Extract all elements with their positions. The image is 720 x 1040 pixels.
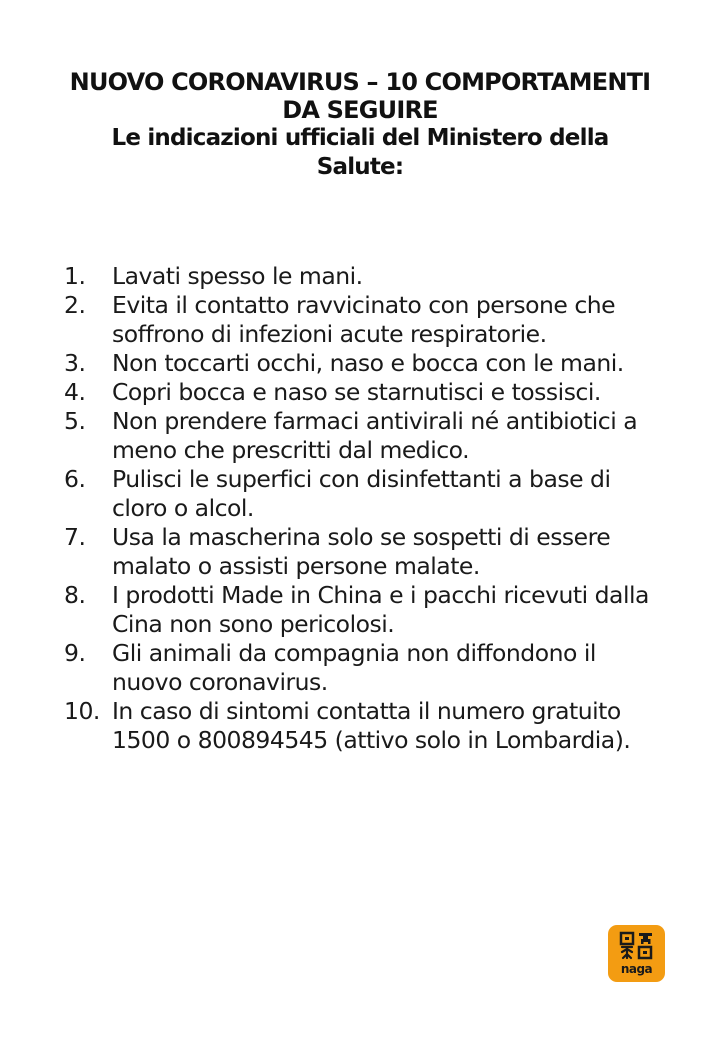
list-item-number: 1.	[64, 262, 86, 290]
list-item-text: Non prendere farmaci antivirali né antibiotici a meno che prescritti dal medico.	[112, 407, 638, 464]
list-item	[64, 349, 664, 378]
list-item-text: Non toccarti occhi, naso e bocca con le mani.	[112, 349, 624, 377]
list-item	[64, 523, 664, 581]
list-item-text: Gli animali da compagnia non diffondono il nuovo coronavirus.	[112, 639, 596, 696]
subtitle-line-1: Le indicazioni ufficiali del Ministero della	[111, 125, 609, 151]
logo-wordmark: naga	[620, 962, 653, 976]
list-item-text: In caso di sintomi contatta il numero gratuito 1500 o 800894545 (attivo solo in Lombardia).	[112, 697, 631, 754]
list-item-number: 8.	[64, 581, 86, 609]
rules-list	[64, 262, 664, 755]
page-subtitle	[60, 124, 660, 182]
page-title	[60, 68, 660, 124]
title-line-1: NUOVO CORONAVIRUS – 10 COMPORTAMENTI	[69, 68, 651, 96]
list-item-number: 4.	[64, 378, 86, 406]
list-item	[64, 697, 664, 755]
list-item-text: Evita il contatto ravvicinato con persone che soffrono di infezioni acute respiratorie.	[112, 291, 616, 348]
list-item	[64, 639, 664, 697]
subtitle-line-2: Salute:	[316, 154, 404, 180]
list-item	[64, 465, 664, 523]
list-item-number: 9.	[64, 639, 86, 667]
list-item-number: 2.	[64, 291, 86, 319]
list-item-number: 7.	[64, 523, 86, 551]
document-header	[60, 68, 660, 182]
list-item	[64, 407, 664, 465]
list-item-text: Lavati spesso le mani.	[112, 262, 363, 290]
title-line-2: DA SEGUIRE	[282, 96, 438, 124]
list-item-number: 3.	[64, 349, 86, 377]
list-item-text: I prodotti Made in China e i pacchi ricevuti dalla Cina non sono pericolosi.	[112, 581, 649, 638]
list-item	[64, 581, 664, 639]
list-item	[64, 378, 664, 407]
naga-logo	[608, 925, 665, 982]
naga-logo-icon	[608, 925, 665, 965]
list-item-number: 6.	[64, 465, 86, 493]
list-item	[64, 262, 664, 291]
list-item-text: Pulisci le superfici con disinfettanti a base di cloro o alcol.	[112, 465, 611, 522]
list-item-number: 10.	[64, 697, 100, 725]
list-item-text: Usa la mascherina solo se sospetti di essere malato o assisti persone malate.	[112, 523, 611, 580]
list-item-text: Copri bocca e naso se starnutisci e tossisci.	[112, 378, 601, 406]
list-item-number: 5.	[64, 407, 86, 435]
list-item	[64, 291, 664, 349]
